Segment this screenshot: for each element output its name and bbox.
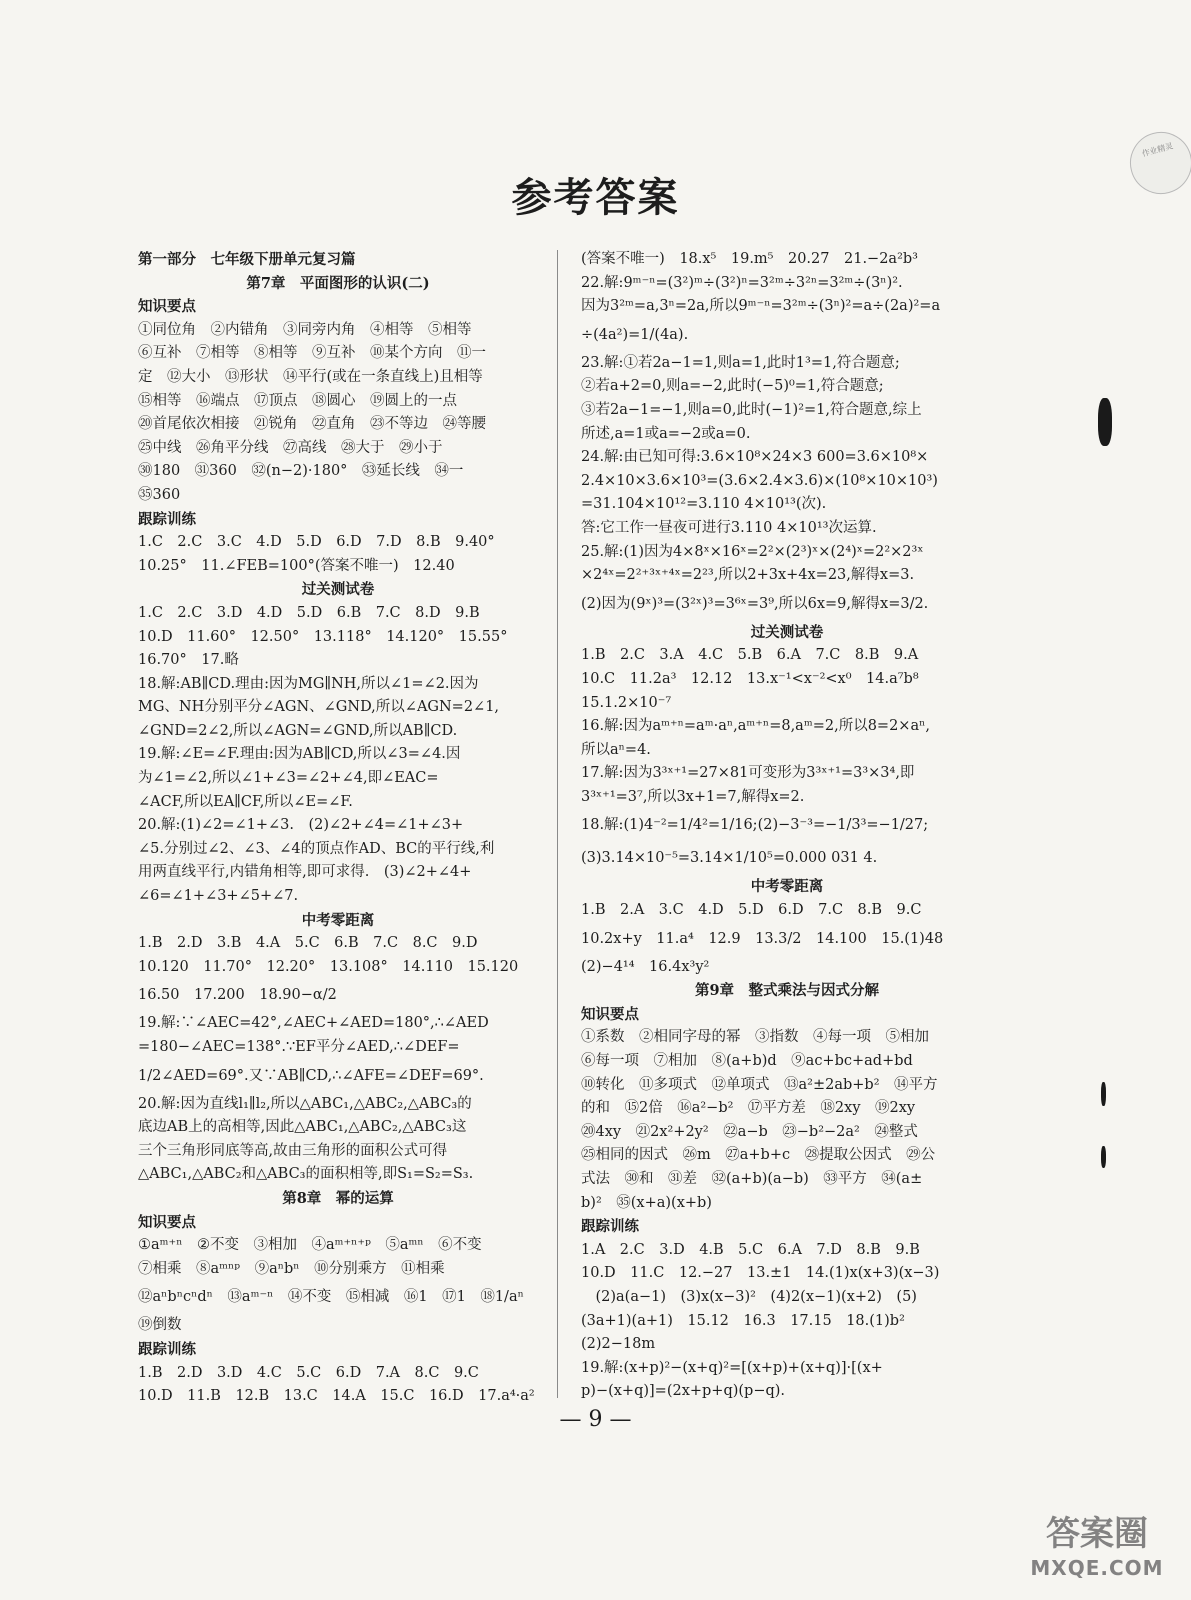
watermark-url: MXQE.COM [1030, 1556, 1164, 1580]
section-heading: 第7章 平面图形的认识(二) [246, 274, 430, 292]
column-divider [557, 250, 558, 1398]
answer-line: ⑥每一项 ⑦相加 ⑧(a+b)d ⑨ac+bc+ad+bd [581, 1053, 913, 1070]
answer-line: 1/2∠AED=69°.又∵AB∥CD,∴∠AFE=∠DEF=69°. [138, 1067, 484, 1084]
answer-line: 22.解:9ᵐ⁻ⁿ=(3²)ᵐ÷(3²)ⁿ=3²ᵐ÷3²ⁿ=3²ᵐ÷(3ⁿ)². [581, 274, 903, 291]
answer-line: 19.解:(x+p)²−(x+q)²=[(x+p)+(x+q)]·[(x+ [581, 1359, 883, 1376]
section-heading: 跟踪训练 [138, 510, 196, 528]
answer-line: 24.解:由已知可得:3.6×10⁸×24×3 600=3.6×10⁸× [581, 449, 929, 466]
answer-line: 20.解:(1)∠2=∠1+∠3. (2)∠2+∠4=∠1+∠3+ [138, 817, 464, 834]
answer-line: 16.解:因为aᵐ⁺ⁿ=aᵐ·aⁿ,aᵐ⁺ⁿ=8,aᵐ=2,所以8=2×aⁿ, [581, 718, 930, 735]
section-heading: 过关测试卷 [301, 581, 375, 599]
answer-line: 为∠1=∠2,所以∠1+∠3=∠2+∠4,即∠EAC= [138, 770, 439, 787]
watermark-logo [1022, 1512, 1172, 1592]
answer-line: ∠5.分别过∠2、∠3、∠4的顶点作AD、BC的平行线,利 [138, 840, 495, 857]
answer-line: (2)2−18m [581, 1336, 656, 1353]
scan-mark [1101, 1082, 1106, 1106]
scan-mark [1101, 1146, 1106, 1168]
answer-line: (2)−4¹⁴ 16.4x³y² [581, 958, 710, 975]
section-heading: 跟踪训练 [581, 1218, 639, 1236]
answer-line: ⑥互补 ⑦相等 ⑧相等 ⑨互补 ⑩某个方向 ⑪一 [138, 345, 486, 362]
answer-line: 16.50 17.200 18.90−α/2 [138, 987, 337, 1004]
answer-line: ⑫aⁿbⁿcⁿdⁿ ⑬aᵐ⁻ⁿ ⑭不变 ⑮相减 ⑯1 ⑰1 ⑱1/aⁿ [138, 1289, 524, 1306]
answer-line: (3a+1)(a+1) 15.12 16.3 17.15 18.(1)b² [581, 1312, 905, 1329]
page-number: — 9 — [559, 1407, 632, 1432]
answer-line: 1.B 2.D 3.D 4.C 5.C 6.D 7.A 8.C 9.C [138, 1364, 479, 1381]
answer-line: p)−(x+q)]=(2x+p+q)(p−q). [581, 1383, 786, 1400]
answer-line: 底边AB上的高相等,因此△ABC₁,△ABC₂,△ABC₃这 [138, 1119, 467, 1136]
answer-line: =31.104×10¹²=3.110 4×10¹³(次). [581, 496, 827, 513]
answer-line: 25.解:(1)因为4×8ˣ×16ˣ=2²×(2³)ˣ×(2⁴)ˣ=2²×2³ˣ [581, 543, 924, 560]
answer-line: 定 ⑫大小 ⑬形状 ⑭平行(或在一条直线上)且相等 [138, 368, 483, 385]
answer-line: 15.1.2×10⁻⁷ [581, 694, 672, 711]
answer-line: 2.4×10×3.6×10³=(3.6×2.4×3.6)×(10⁸×10×10³) [581, 472, 938, 489]
answer-line: 18.解:(1)4⁻²=1/4²=1/16;(2)−3⁻³=−1/3³=−1/27; [581, 817, 929, 834]
section-heading: 知识要点 [138, 298, 196, 316]
answer-line: ×2⁴ˣ=2²⁺³ˣ⁺⁴ˣ=2²³,所以2+3x+4x=23,解得x=3. [581, 567, 915, 584]
section-heading: 第9章 整式乘法与因式分解 [694, 982, 880, 1000]
answer-line: ⑩转化 ⑪多项式 ⑫单项式 ⑬a²±2ab+b² ⑭平方 [581, 1076, 938, 1093]
answer-line: ⑮相等 ⑯端点 ⑰顶点 ⑱圆心 ⑲圆上的一点 [138, 392, 457, 409]
answer-line: 用两直线平行,内错角相等,即可求得. (3)∠2+∠4+ [138, 864, 472, 881]
answer-line: MG、NH分别平分∠AGN、∠GND,所以∠AGN=2∠1, [138, 699, 500, 716]
answer-line: 三个三角形同底等高,故由三角形的面积公式可得 [138, 1142, 448, 1159]
answer-line: 10.D 11.B 12.B 13.C 14.A 15.C 16.D 17.a⁴·a² [138, 1388, 535, 1405]
answer-line: ㉟360 [138, 486, 181, 503]
answer-line: 3³ˣ⁺¹=3⁷,所以3x+1=7,解得x=2. [581, 788, 805, 805]
answer-line: 1.C 2.C 3.C 4.D 5.D 6.D 7.D 8.B 9.40° [138, 534, 495, 551]
answer-line: ∠GND=2∠2,所以∠AGN=∠GND,所以AB∥CD. [138, 722, 458, 739]
section-heading: 知识要点 [138, 1213, 196, 1231]
answer-line: 10.C 11.2a³ 12.12 13.x⁻¹<x⁻²<x⁰ 14.a⁷b⁸ [581, 670, 919, 687]
answer-line: 1.A 2.C 3.D 4.B 5.C 6.A 7.D 8.B 9.B [581, 1241, 920, 1258]
section-heading: 过关测试卷 [750, 623, 824, 641]
answer-line: ⑲倒数 [138, 1317, 182, 1334]
answer-line: ㉕中线 ㉖角平分线 ㉗高线 ㉘大于 ㉙小于 [138, 439, 443, 456]
answer-line: ⑳首尾依次相接 ㉑锐角 ㉒直角 ㉓不等边 ㉔等腰 [138, 416, 486, 433]
answer-line: 1.B 2.D 3.B 4.A 5.C 6.B 7.C 8.C 9.D [138, 935, 478, 952]
answer-line: ∠6=∠1+∠3+∠5+∠7. [138, 888, 299, 905]
answer-line: 10.D 11.60° 12.50° 13.118° 14.120° 15.55° [138, 628, 508, 645]
scan-mark [1098, 398, 1112, 446]
answer-line: 1.B 2.C 3.A 4.C 5.B 6.A 7.C 8.B 9.A [581, 647, 919, 664]
answer-line: 10.120 11.70° 12.20° 13.108° 14.110 15.120 [138, 958, 519, 975]
answer-line: 1.C 2.C 3.D 4.D 5.D 6.B 7.C 8.D 9.B [138, 604, 480, 621]
answer-line: 因为3²ᵐ=a,3ⁿ=2a,所以9ᵐ⁻ⁿ=3²ᵐ÷(3ⁿ)²=a÷(2a)²=a [581, 298, 941, 315]
answer-line: (答案不唯一) 18.x⁵ 19.m⁵ 20.27 21.−2a²b³ [581, 251, 918, 267]
watermark-text: 答案圈 [1046, 1514, 1148, 1554]
right-column [581, 248, 993, 1404]
answer-line: ③若2a−1=−1,则a=0,此时(−1)²=1,符合题意,综上 [581, 401, 922, 418]
answer-line: 10.2x+y 11.a⁴ 12.9 13.3/2 14.100 15.(1)48 [581, 930, 944, 947]
answer-line: 1.B 2.A 3.C 4.D 5.D 6.D 7.C 8.B 9.C [581, 902, 922, 919]
answer-line: (2)因为(9ˣ)³=(3²ˣ)³=3⁶ˣ=3⁹,所以6x=9,解得x=3/2. [581, 595, 929, 612]
answer-line: ⑦相乘 ⑧aᵐⁿᵖ ⑨aⁿbⁿ ⑩分别乘方 ⑪相乘 [138, 1260, 445, 1277]
section-heading: 中考零距离 [750, 878, 824, 896]
answer-line: 式法 ㉚和 ㉛差 ㉜(a+b)(a−b) ㉝平方 ㉞(a± [581, 1171, 923, 1187]
page-title: 参考答案 [511, 174, 680, 221]
answer-line: 所以aⁿ=4. [581, 741, 651, 758]
answer-line: ②若a+2=0,则a=−2,此时(−5)⁰=1,符合题意; [581, 378, 884, 395]
answer-line: 19.解:∵∠AEC=42°,∠AEC+∠AED=180°,∴∠AED [138, 1015, 489, 1032]
answer-line: ⑳4xy ㉑2x²+2y² ㉒a−b ㉓−b²−2a² ㉔整式 [581, 1123, 918, 1140]
answer-line: ∠ACF,所以EA∥CF,所以∠E=∠F. [138, 793, 353, 810]
answer-line: 17.解:因为3³ˣ⁺¹=27×81可变形为3³ˣ⁺¹=3³×3⁴,即 [581, 765, 915, 782]
answer-line: ㉕相同的因式 ㉖m ㉗a+b+c ㉘提取公因式 ㉙公 [581, 1147, 936, 1164]
answer-line: 所述,a=1或a=−2或a=0. [581, 425, 751, 442]
answer-line: ①同位角 ②内错角 ③同旁内角 ④相等 ⑤相等 [138, 321, 472, 338]
section-heading: 知识要点 [581, 1005, 639, 1023]
answer-line: ㉚180 ㉛360 ㉜(n−2)·180° ㉝延长线 ㉞一 [138, 463, 464, 480]
answer-line: ①aᵐ⁺ⁿ ②不变 ③相加 ④aᵐ⁺ⁿ⁺ᵖ ⑤aᵐⁿ ⑥不变 [138, 1237, 482, 1254]
answer-line: =180−∠AEC=138°.∵EF平分∠AED,∴∠DEF= [138, 1039, 460, 1055]
answer-line: 10.25° 11.∠FEB=100°(答案不唯一) 12.40 [138, 557, 455, 574]
answer-line: ①系数 ②相同字母的幂 ③指数 ④每一项 ⑤相加 [581, 1029, 929, 1046]
answer-line: (3)3.14×10⁻⁵=3.14×1/10⁵=0.000 031 4. [581, 850, 878, 867]
answer-line: △ABC₁,△ABC₂和△ABC₃的面积相等,即S₁=S₂=S₃. [138, 1166, 474, 1183]
answer-line: 19.解:∠E=∠F.理由:因为AB∥CD,所以∠3=∠4.因 [138, 746, 461, 763]
section-heading: 中考零距离 [301, 911, 375, 929]
answer-line: b)² ㉟(x+a)(x+b) [581, 1194, 712, 1211]
answer-line: (2)a(a−1) (3)x(x−3)² (4)2(x−1)(x+2) (5) [581, 1288, 917, 1305]
left-column [138, 248, 538, 1409]
answer-line: 16.70° 17.略 [138, 652, 239, 669]
corner-stamp: 作业精灵 [1123, 125, 1191, 201]
answer-line: 答:它工作一昼夜可进行3.110 4×10¹³次运算. [581, 519, 877, 536]
answer-line: 的和 ⑮2倍 ⑯a²−b² ⑰平方差 ⑱2xy ⑲2xy [581, 1100, 916, 1117]
answer-line: 20.解:因为直线l₁∥l₂,所以△ABC₁,△ABC₂,△ABC₃的 [138, 1095, 472, 1112]
section-heading: 第一部分 七年级下册单元复习篇 [138, 251, 356, 268]
answer-line: 23.解:①若2a−1=1,则a=1,此时1³=1,符合题意; [581, 354, 900, 371]
section-heading: 第8章 幂的运算 [282, 1189, 394, 1207]
answer-line: ÷(4a²)=1/(4a). [581, 326, 689, 343]
answer-line: 10.D 11.C 12.−27 13.±1 14.(1)x(x+3)(x−3) [581, 1265, 940, 1282]
section-heading: 跟踪训练 [138, 1340, 196, 1358]
answer-line: 18.解:AB∥CD.理由:因为MG∥NH,所以∠1=∠2.因为 [138, 675, 479, 692]
